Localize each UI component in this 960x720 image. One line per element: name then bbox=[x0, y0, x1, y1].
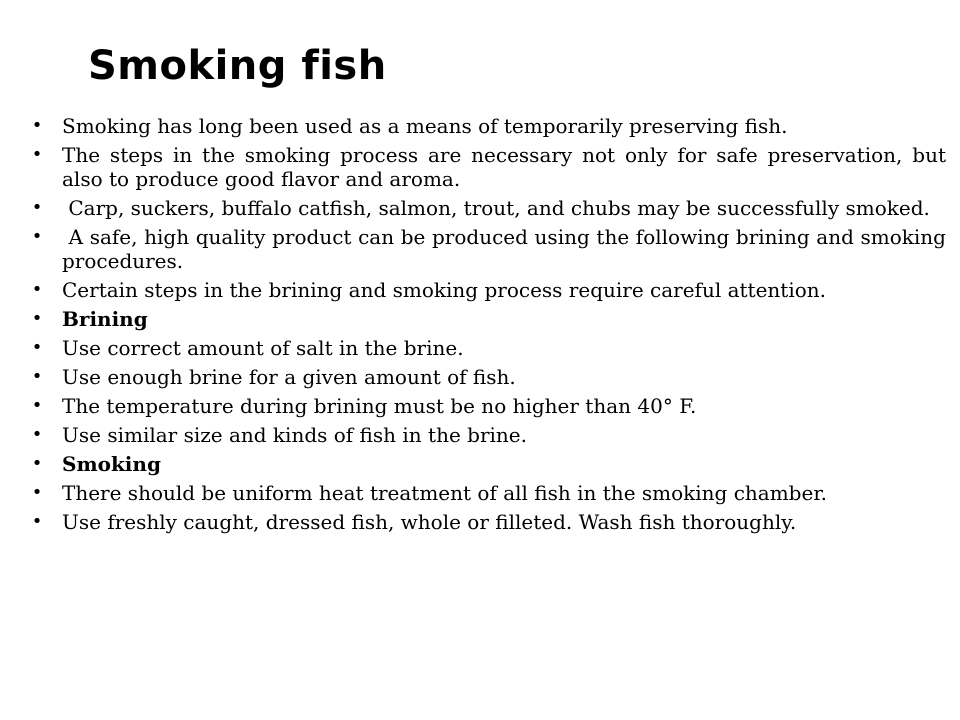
section-heading-text: Smoking bbox=[62, 452, 161, 476]
bullet-text: The steps in the smoking process are necessary not only for safe preservation, but also to produce good flavor and aroma. bbox=[62, 143, 946, 191]
bullet-dot-icon: • bbox=[31, 197, 43, 218]
bullet-text: Certain steps in the brining and smoking process require careful attention. bbox=[62, 278, 827, 302]
bullet-item bbox=[30, 394, 946, 418]
bullet-list bbox=[30, 114, 953, 539]
bullet-dot-icon: • bbox=[31, 424, 43, 445]
section-heading-text: Brining bbox=[62, 307, 148, 331]
bullet-text: There should be uniform heat treatment of all fish in the smoking chamber. bbox=[62, 481, 828, 505]
bullet-dot-icon: • bbox=[31, 395, 43, 416]
bullet-text: A safe, high quality product can be produced using the following brining and smoking procedures. bbox=[62, 225, 953, 273]
bullet-text: Use freshly caught, dressed fish, whole or filleted. Wash fish thoroughly. bbox=[62, 510, 797, 534]
bullet-text: The temperature during brining must be no higher than 40° F. bbox=[62, 394, 697, 418]
bullet-item bbox=[30, 225, 953, 273]
bullet-text: Carp, suckers, buffalo catfish, salmon, trout, and chubs may be successfully smoked. bbox=[62, 196, 930, 220]
bullet-item bbox=[30, 143, 946, 191]
bullet-item bbox=[30, 336, 946, 360]
bullet-dot-icon: • bbox=[31, 453, 43, 474]
bullet-item bbox=[30, 481, 946, 505]
section-heading-brining bbox=[30, 307, 946, 331]
bullet-item bbox=[30, 423, 946, 447]
bullet-item bbox=[30, 365, 946, 389]
bullet-text: Use correct amount of salt in the brine. bbox=[62, 336, 464, 360]
bullet-dot-icon: • bbox=[31, 115, 43, 136]
bullet-text: Smoking has long been used as a means of temporarily preserving fish. bbox=[62, 114, 788, 138]
bullet-text: Use enough brine for a given amount of fish. bbox=[62, 365, 516, 389]
bullet-dot-icon: • bbox=[31, 337, 43, 358]
bullet-dot-icon: • bbox=[31, 366, 43, 387]
bullet-dot-icon: • bbox=[31, 226, 43, 247]
bullet-dot-icon: • bbox=[31, 308, 43, 329]
bullet-item bbox=[30, 278, 946, 302]
bullet-text: Use similar size and kinds of fish in the brine. bbox=[62, 423, 527, 447]
bullet-item bbox=[30, 510, 946, 534]
bullet-item bbox=[30, 196, 946, 220]
bullet-dot-icon: • bbox=[31, 144, 43, 165]
bullet-dot-icon: • bbox=[31, 511, 43, 532]
bullet-dot-icon: • bbox=[31, 482, 43, 503]
bullet-item bbox=[30, 114, 946, 138]
section-heading-smoking bbox=[30, 452, 946, 476]
bullet-dot-icon: • bbox=[31, 279, 43, 300]
slide-title: Smoking fish bbox=[88, 43, 387, 89]
